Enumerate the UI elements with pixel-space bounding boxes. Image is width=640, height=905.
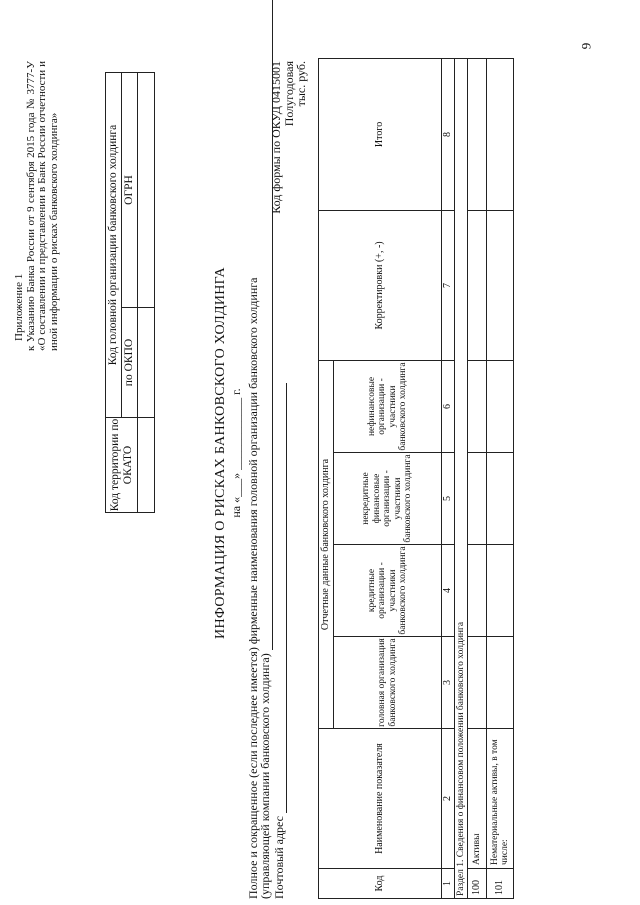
row-name: Активы [468, 728, 487, 868]
address-label: Почтовый адрес [272, 815, 286, 899]
territory-code-header: Код территории по ОКАТО [106, 417, 138, 512]
row-cell [487, 58, 514, 210]
col-number-5: 5 [442, 452, 455, 544]
header-indicator-name: Наименование показателя [319, 728, 442, 868]
col-number-8: 8 [442, 58, 455, 210]
row-cell [468, 360, 487, 452]
col-number-1: 1 [442, 868, 455, 898]
row-cell [487, 452, 514, 544]
col-number-6: 6 [442, 360, 455, 452]
row-cell [468, 636, 487, 728]
codes-table [105, 71, 155, 512]
unit-label: тыс. руб. [294, 60, 308, 106]
col-number-7: 7 [442, 210, 455, 360]
report-period: Полугодовая [282, 60, 296, 126]
col-number-3: 3 [442, 636, 455, 728]
page-number: 9 [578, 42, 594, 50]
management-company-label: (управляющей компании банковского холдинга) [258, 652, 272, 899]
rotated-document [10, 3, 630, 903]
row-cell [487, 636, 514, 728]
ogrn-value [138, 72, 155, 307]
head-org-code-header: Код головной организации банковского холдинга [106, 72, 122, 417]
address-underline [274, 382, 287, 812]
header-code: Код [319, 868, 442, 898]
section-1-heading: Раздел 1. Сведения о финансовом положении банковского холдинга [455, 58, 468, 898]
table-row [468, 58, 487, 898]
okud-code: Код формы по ОКУД 0415001 [269, 60, 283, 214]
main-table [318, 57, 514, 898]
header-credit-organizations: кредитные организации - участники банковского холдинга [334, 544, 442, 636]
header-noncredit-financial: некредитные финансовые организации - участники банковского холдинга [334, 452, 442, 544]
row-cell [468, 58, 487, 210]
appendix-note [14, 61, 60, 351]
row-cell [468, 544, 487, 636]
full-name-label: Полное и сокращенное (если последнее имеется) фирменные наименования головной организации банковского холдинга [246, 277, 260, 899]
header-nonfinancial: нефинансовые организации - участники банковского холдинга [334, 360, 442, 452]
appendix-title: Приложение 1 [13, 273, 25, 341]
col-number-4: 4 [442, 544, 455, 636]
row-code: 100 [468, 868, 487, 898]
table-row [487, 58, 514, 898]
row-cell [487, 544, 514, 636]
okpo-header: по ОКПО [122, 307, 138, 417]
header-total: Итого [319, 58, 442, 210]
territory-code-value [138, 417, 155, 512]
row-name: Нематериальные активы, в том числе: [487, 728, 514, 868]
ogrn-header: ОГРН [122, 72, 138, 307]
row-code: 101 [487, 868, 514, 898]
row-cell [468, 210, 487, 360]
header-head-organization: головная организация банковского холдинга [334, 636, 442, 728]
col-number-2: 2 [442, 728, 455, 868]
report-date: на «___» ____________ г. [229, 387, 243, 518]
row-cell [487, 360, 514, 452]
form-title: ИНФОРМАЦИЯ О РИСКАХ БАНКОВСКОГО ХОЛДИНГА [213, 266, 228, 639]
row-cell [487, 210, 514, 360]
appendix-text: к Указанию Банка России от 9 сентября 2015 года № 3777-У «О составлении и представлении в Банк России отчетности и иной информации о рисках банковского холдинга» [24, 60, 60, 351]
okpo-value [138, 307, 155, 417]
row-cell [468, 452, 487, 544]
header-reported-data: Отчетные данные банковского холдинга [319, 360, 334, 728]
header-adjustments: Корректировки (+, -) [319, 210, 442, 360]
